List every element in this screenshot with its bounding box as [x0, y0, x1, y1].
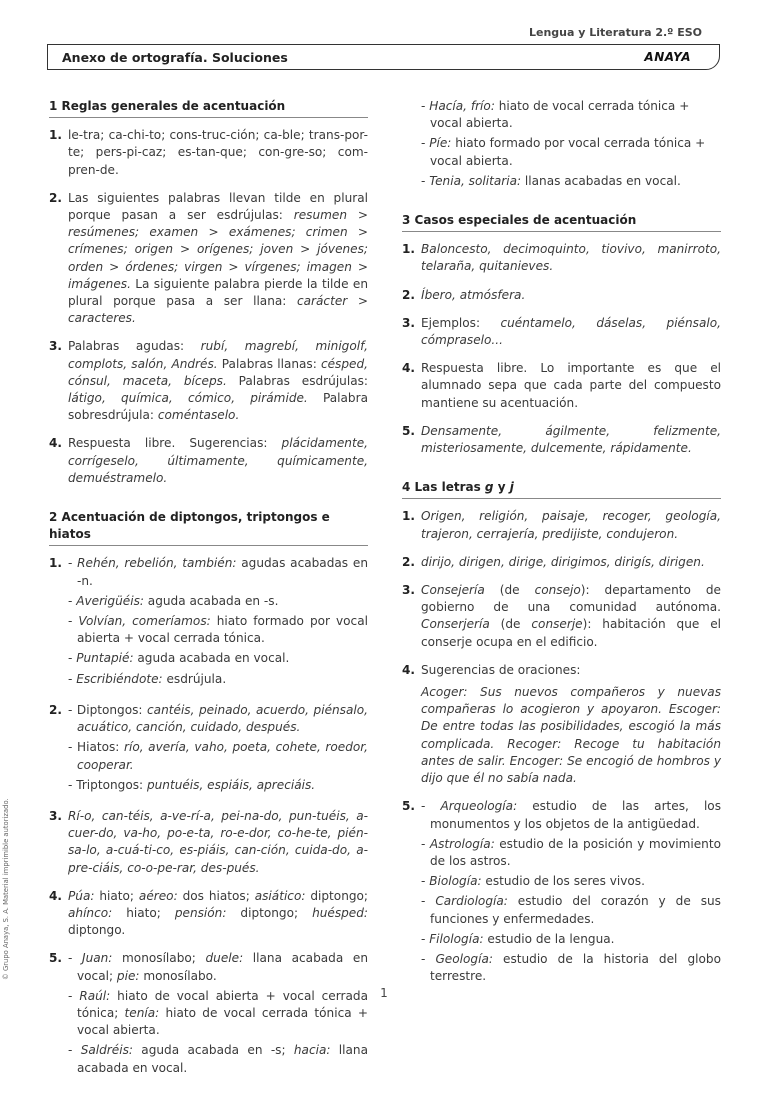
left-column [49, 98, 368, 1102]
section-4 [402, 479, 721, 988]
list-item: 4. Sugerencias de oraciones: Acoger: Sus nuevos compañeros y nuevas compañeras lo acogieron y apoyaron. Escoger: De entre todas las posibilidades, escogió la más complicada. Recoger: Recoge tu habitación antes de salir. Encoger: Se encogió de hombros y dijo que él no sabía nada. [402, 662, 721, 787]
list-item: 3. Ejemplos: cuéntamelo, dáselas, piénsalo, cómpraselo... [402, 315, 721, 349]
answer-text: Las siguientes palabras llevan tilde en plural porque pasan a ser esdrújulas: resumen > resúmenes; examen > exámenes; crimen > crímenes; origen > orígenes; joven > jóvenes; orden > órdenes; virgen > vírgenes; imagen > imágenes. La siguiente palabra pierde la tilde en plural porque pasa a ser llana: carácter > caracteres. [68, 190, 368, 326]
sub-item: - Rehén, rebelión, también: agudas acabadas en -n. [68, 556, 368, 588]
answer-text: le-tra; ca-chi-to; cons-truc-ción; ca-ble; trans-por-te; pers-pi-caz; es-tan-que; con-gre-so; com-pren-de. [68, 128, 368, 177]
page-number: 1 [380, 986, 388, 1000]
page-title: Anexo de ortografía. Soluciones [62, 50, 288, 65]
list-item: 3. Palabras agudas: rubí, magrebí, minigolf, complots, salón, Andrés. Palabras llanas: césped, cónsul, maceta, bíceps. Palabras esdrújulas: látigo, química, cómico, pirámide. Palabra sobresdrújula: coméntaselo. [49, 338, 368, 424]
answer-text: Rí-o, can-téis, a-ve-rí-a, pei-na-do, pun-tuéis, a-cuer-do, va-ho, po-e-ta, ro-e-dor, co-he-te, pién-sa-lo, a-cuá-ti-co, es-piáis, can-ción, cuida-do, a-pre-ciáis, co-o-pe-rar, des-pués. [68, 808, 368, 875]
list-item: 2. Las siguientes palabras llevan tilde en plural porque pasan a ser esdrújulas: resumen > resúmenes; examen > exámenes; crimen > crímenes; origen > orígenes; joven > jóvenes; orden > órdenes; virgen > vírgenes; imagen > imágenes. La siguiente palabra pierde la tilde en plural porque pasa a ser llana: carácter > caracteres. [49, 190, 368, 328]
header-box [47, 44, 720, 70]
sub-item: - Raúl: hiato de vocal abierta + vocal cerrada tónica; tenía: hiato de vocal cerrada tónica + vocal abierta. [68, 988, 368, 1038]
book-title: Lengua y Literatura 2.º ESO [528, 26, 702, 39]
section-2-title: 2 Acentuación de diptongos, triptongos e hiatos [49, 509, 368, 546]
sub-item: - Astrología: estudio de la posición y movimiento de los astros. [421, 836, 721, 868]
list-item: 5. - Arqueología: estudio de las artes, los monumentos y los objetos de la antigüedad. - Astrología: estudio de la posición y movimiento de los astros. - Biología: estudio de los seres vivos. - Cardiología: estudio del corazón y de sus funciones y enfermedades. - Filología: estudio de la lengua. - Geología: estudio de la historia del globo terrestre. [402, 798, 721, 988]
list-item: 5. Densamente, ágilmente, felizmente, misteriosamente, dulcemente, rápidamente. [402, 423, 721, 457]
section-2-continued [421, 98, 721, 190]
sub-item: - Puntapié: aguda acabada en vocal. [68, 651, 290, 666]
answer-text: Respuesta libre. Lo importante es que el alumnado sepa que cada parte del compuesto mantiene su acentuación. [421, 361, 721, 410]
answer-text: Origen, religión, paisaje, recoger, geología, trajeron, cerrajería, predijiste, condujeron. [421, 509, 721, 541]
example-sentences: Acoger: Sus nuevos compañeros y nuevas compañeras lo acogieron y apoyaron. Escoger: De entre todas las posibilidades, escogió la más complicada. Recoger: Recoge tu habitación antes de salir. Encoger: Se encogió de hombros y dijo que él no sabía nada. [421, 685, 721, 786]
sub-item: - Cardiología: estudio del corazón y de sus funciones y enfermedades. [421, 894, 721, 926]
list-item: 3. Rí-o, can-téis, a-ve-rí-a, pei-na-do, pun-tuéis, a-cuer-do, va-ho, po-e-ta, ro-e-dor, co-he-te, pién-sa-lo, a-cuá-ti-co, es-piáis, can-ción, cuida-do, a-pre-ciáis, co-o-pe-rar, des-pués. [49, 808, 368, 877]
answer-text: Íbero, atmósfera. [421, 287, 526, 302]
answer-text: Púa: hiato; aéreo: dos hiatos; asiático: diptongo; ahínco: hiato; pensión: diptongo; huésped: diptongo. [68, 888, 369, 938]
sub-item: - Escribiéndote: esdrújula. [68, 671, 227, 686]
answer-text: dirijo, dirigen, dirige, dirigimos, dirigís, dirigen. [421, 554, 705, 569]
list-item: 1. Origen, religión, paisaje, recoger, geología, trajeron, cerrajería, predijiste, condujeron. [402, 508, 721, 542]
copyright-note: © Grupo Anaya, S. A. Material imprimible autorizado. [2, 798, 10, 980]
answer-text: Baloncesto, decimoquinto, tiovivo, manirroto, telaraña, quitanieves. [421, 242, 721, 274]
list-item: 2. dirijo, dirigen, dirige, dirigimos, dirigís, dirigen. [402, 554, 721, 571]
sub-item: - Arqueología: estudio de las artes, los monumentos y los objetos de la antigüedad. [421, 799, 722, 831]
answer-text: Palabras agudas: rubí, magrebí, minigolf, complots, salón, Andrés. Palabras llanas: césped, cónsul, maceta, bíceps. Palabras esdrújulas: látigo, química, cómico, pirámide. Palabra sobresdrújula: coméntaselo. [68, 339, 368, 423]
answer-text: Consejería (de consejo): departamento de gobierno de una comunidad autónoma. Conserjería (de conserje): habitación que el conserje ocupa en el edificio. [421, 583, 722, 649]
list-item: 1. Baloncesto, decimoquinto, tiovivo, manirroto, telaraña, quitanieves. [402, 241, 721, 275]
list-item: 1. - Rehén, rebelión, también: agudas acabadas en -n. - Averigüéis: aguda acabada en -s. - Volvían, comeríamos: hiato formado por vocal abierta + vocal cerrada tónica. - Puntapié: aguda acabada en vocal. - Escribiéndote: esdrújula. [49, 555, 368, 690]
list-item: 4. Respuesta libre. Lo importante es que el alumnado sepa que cada parte del compuesto mantiene su acentuación. [402, 360, 721, 412]
list-item: 4. Respuesta libre. Sugerencias: plácidamente, corrígeselo, últimamente, químicamente, demuéstramelo. [49, 435, 368, 487]
section-4-title: 4 Las letras g y j [402, 479, 721, 499]
sub-item: - Saldréis: aguda acabada en -s; hacia: llana acabada en vocal. [68, 1043, 368, 1075]
list-item: 3. Consejería (de consejo): departamento de gobierno de una comunidad autónoma. Conserjería (de conserje): habitación que el conserje ocupa en el edificio. [402, 582, 721, 651]
sub-item: - Biología: estudio de los seres vivos. [421, 874, 645, 889]
right-column [402, 98, 721, 1010]
list-item: 2. - Diptongos: cantéis, peinado, acuerdo, piénsalo, acuático, canción, cuidado, después. - Hiatos: río, avería, vaho, poeta, cohete, roedor, cooperar. - Triptongos: puntuéis, espiáis, apreciáis. [49, 702, 368, 797]
section-3-title: 3 Casos especiales de acentuación [402, 212, 721, 232]
sub-item: - Triptongos: puntuéis, espiáis, apreciáis. [68, 777, 316, 792]
sub-item: - Hiatos: río, avería, vaho, poeta, cohete, roedor, cooperar. [68, 740, 368, 772]
list-item: 1. le-tra; ca-chi-to; cons-truc-ción; ca-ble; trans-por-te; pers-pi-caz; es-tan-que; con-gre-so; com-pren-de. [49, 127, 368, 179]
list-item: 2. Íbero, atmósfera. [402, 287, 721, 304]
sub-item: - Averigüéis: aguda acabada en -s. [68, 593, 279, 608]
sub-item: - Geología: estudio de la historia del globo terrestre. [421, 951, 721, 984]
answer-text: Sugerencias de oraciones: [421, 662, 581, 677]
answer-text: Respuesta libre. Sugerencias: plácidamente, corrígeselo, últimamente, químicamente, demuéstramelo. [68, 436, 368, 485]
sub-item: - Juan: monosílabo; duele: llana acabada en vocal; pie: monosílabo. [68, 951, 368, 983]
answer-text: Densamente, ágilmente, felizmente, misteriosamente, dulcemente, rápidamente. [421, 423, 721, 456]
section-1 [49, 98, 368, 487]
sub-item: - Tenia, solitaria: llanas acabadas en vocal. [421, 173, 681, 188]
sub-item: - Volvían, comeríamos: hiato formado por vocal abierta + vocal cerrada tónica. [68, 614, 368, 646]
sub-item: - Hacía, frío: hiato de vocal cerrada tónica + vocal abierta. [421, 99, 690, 131]
list-item: 4. Púa: hiato; aéreo: dos hiatos; asiático: diptongo; ahínco: hiato; pensión: diptongo; huésped: diptongo. [49, 888, 368, 940]
sub-item: - Filología: estudio de la lengua. [421, 931, 615, 946]
section-1-title: 1 Reglas generales de acentuación [49, 98, 368, 118]
publisher-logo: ANAYA [644, 50, 691, 64]
sub-item: - Píe: hiato formado por vocal cerrada tónica + vocal abierta. [421, 136, 706, 168]
list-item: 5. - Juan: monosílabo; duele: llana acabada en vocal; pie: monosílabo. - Raúl: hiato de vocal abierta + vocal cerrada tónica; tenía: hiato de vocal cerrada tónica + vocal abierta. - Saldréis: aguda acabada en -s; hacia: llana acabada en vocal. [49, 950, 368, 1079]
section-3 [402, 212, 721, 457]
sub-item: - Diptongos: cantéis, peinado, acuerdo, piénsalo, acuático, canción, cuidado, después. [68, 702, 368, 735]
answer-text: Ejemplos: cuéntamelo, dáselas, piénsalo, cómpraselo... [421, 315, 721, 348]
